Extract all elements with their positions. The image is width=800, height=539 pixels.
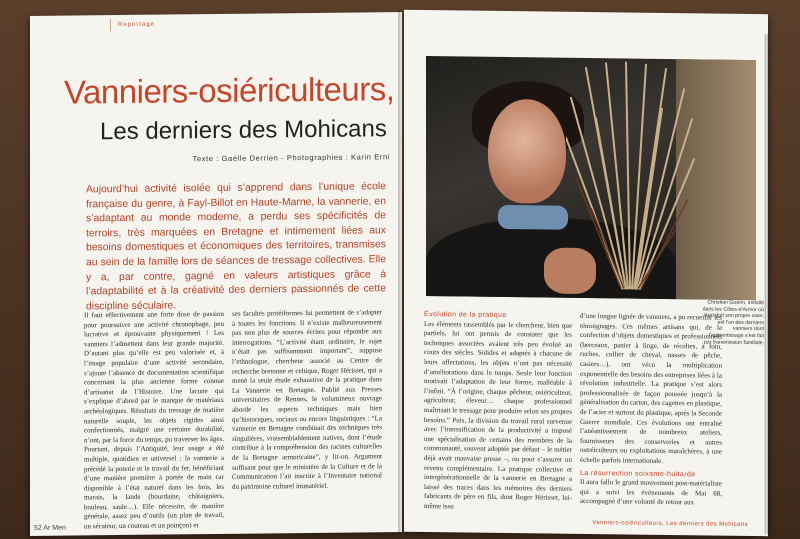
page-folio: 52 Ar Men	[34, 524, 66, 532]
portrait-photo	[426, 56, 756, 300]
body-column-4	[580, 312, 722, 509]
section-rubric: Reportage	[118, 21, 156, 29]
scarf	[498, 205, 568, 230]
hand	[544, 247, 596, 294]
body-text-4a: d’une longue lignée de vanniers, a pu recueillir les témoignages. Ces mêmes artisans qui, de la confection d’objets domestiques et professionnels (berceaux, panier à linge, de récoltes, à foin, ruches, collier de cheval, nasses de pêche, casiers…), ont vécu la multiplication exponentielle des besoins des entreprises liées à la révolution industrielle. La pratique s’est alors professionnalisée de façon poussée jusqu’à la généralisation du carton, des cagettes en plastique, de l’acier et surtout du plastique, après la Seconde Guerre mondiale. Ces évolutions ont entraîné l’anéantissement de nombreux ateliers, fournisseurs des conserveries et autres ostréiculteurs ou exploitations maraîchères, à une échelle parfois internationale.	[580, 311, 722, 465]
body-column-3	[424, 310, 572, 513]
left-page	[30, 12, 402, 536]
article-title: Vanniers-osiériculteurs,	[64, 70, 395, 111]
body-column-1: Il faut effectivement une forte dose de passion pour poursuivre une activité chronophage, peu lucrative et éprouvante physiquement ! Les vanniers l’admettent dans leur grande majorité. D’autant plus qu’elle est peu valorisée et, à l’image populaire d’une activité secondaire, s’ajoute l’absence de documentation scientifique concernant la plus ancienne forme connue d’artisanat de l’Histoire. Une lacune qui s’explique d’abord par le manque de matériaux archéologiques. Résultats du tressage de matière naturelle souple, les objets rigides ainsi confectionnés, malgré une certaine durabilité, n’ont, par la force du temps, pu traverser les âges. Pourtant, depuis l’Antiquité, leur usage a été multiple, quotidien et universel : la vannerie a précédé la poterie et le travail du fer, bénéficiant d’une manière première à portée de main car disponible à l’état naturel dans les bois, les marais, la lande (bourdaine, châtaigniers, bouleau, saule…). Elle nécessite, de manière générale, assez peu d’outils (un plan de travail, un sécateur, un couteau et un poinçon) et	[84, 309, 224, 531]
rubric-divider	[110, 19, 111, 31]
section-heading-evolution: Évolution de la pratique	[424, 311, 507, 320]
byline: Texte : Gaëlle Derrien - Photographies : Karin Erni	[192, 152, 390, 164]
right-page	[404, 10, 768, 536]
body-text-4b: Il aura fallu le grand mouvement post-matérialiste qui a suivi les événements de Mai 68, accompagné d’une volonté de retour aux	[580, 478, 722, 507]
body-text-3: Les éléments rassemblés par le chercheur, bien que partiels, lui ont permis de constater que les techniques associées avaient très peu évolué au cours des siècles. Solides et adaptés à chacune de leurs affectations, les objets n’ont pas nécessité d’améliorations dans le temps. Seule leur fonction motivait l’adaptation de leur forme, malléable à l’infini. “À l’origine, chaque pêcheur, osiériculteur, agriculteur, éleveur… chaque professionnel maîtrisait le tressage pour produire selon ses propres besoins.” Puis, la division du travail rural survenue avec l’intensification de la productivité a imposé une spécialisation de certains des membres de la communauté, souvent adoptée par défaut – le métier déjà avait mauvaise presse –, ou pour s’assurer un revenu complémentaire. La pratique collective et intergénérationnelle de la vannerie en Bretagne a laissé des traces dans les mémoires des derniers fabricants de père en fils, dont Roger Hérisset, lui-même issu	[424, 319, 572, 511]
photo-caption: Christian Guérin, installé dans les Côtes-d’Armor où il produit son propre osier, est l’un des derniers vanniers dont l’apprentissage s’est fait par transmission familiale.	[702, 299, 764, 346]
body-column-2: ses facultés protéiformes lui permettent de s’adapter à toutes les fonctions. Il n’existe malheureusement pas non plus de sources écrites pour répondre aux interrogations. “L’activité étant ordinaire, le sujet n’était pas suffisamment important”, suppose l’ethnologue, chercheur associé au Centre de recherche bretonne et celtique, Roger Hérisset, qui a mené la seule étude exhaustive de la pratique dans La Vannerie en Bretagne. Publié aux Presses universitaires de Rennes, le volumineux ouvrage aborde les aspects techniques mais bien qu’historiques, sociaux ou encore linguistiques : “La vannerie en Bretagne combinait des techniques très singulières, vraisemblablement natives, dont l’étude contribue à la compréhension des racines culturelles de la Bretagne armoricaine”, y lit-on. Argument suffisant pour que le ministère de la Culture et de la Communication l’ait inscrite à l’Inventaire national du patrimoine culturel immatériel.	[232, 308, 382, 491]
page-edges	[764, 34, 768, 534]
section-heading-resurrection: La résurrection soixante-huitarde	[580, 469, 696, 478]
face	[488, 99, 566, 204]
running-footer: Vanniers-osiériculteurs, Les derniers des Mohicans	[592, 520, 748, 528]
lead-paragraph: Aujourd’hui activité isolée qui s’apprend dans l’unique école française du genre, à Fayl-Billot en Haute-Marne, la vannerie, en s’adaptant au monde moderne, a perdu ses spécificités de terroirs, très marquées en Bretagne et intimement liées aux besoins domestiques et économiques des territoires, transmises au sein de la famille lors de séances de tressage collectives. Elle y a, par contre, gagné en valeurs artistiques grâce à l’adaptabilité et à la créativité des derniers passionnés de cette discipline séculaire.	[86, 181, 386, 313]
article-subtitle: Les derniers des Mohicans	[100, 115, 387, 146]
